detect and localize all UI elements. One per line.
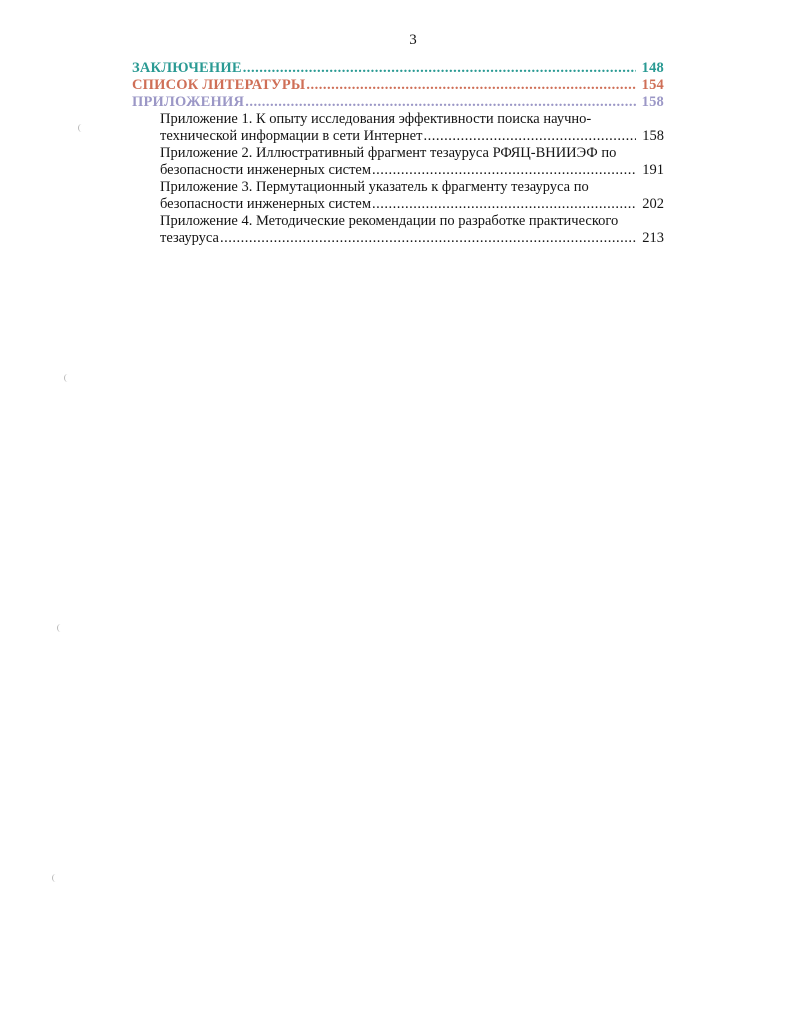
leader-dots (243, 60, 636, 77)
toc-appendix-page: 191 (642, 162, 664, 178)
toc-entry-appendices[interactable] (132, 94, 664, 111)
leader-dots (372, 196, 636, 213)
punch-hole-mark (64, 374, 71, 382)
toc-entry-page: 148 (641, 60, 664, 76)
punch-hole-mark (52, 874, 59, 882)
leader-dots (220, 230, 636, 247)
toc-appendix-1[interactable] (160, 111, 664, 145)
leader-dots (423, 128, 636, 145)
leader-dots (306, 77, 635, 94)
leader-dots (245, 94, 635, 111)
toc-appendix-title-line2: безопасности инженерных систем (160, 162, 372, 178)
table-of-contents (132, 60, 664, 247)
toc-appendix-title-line1: Приложение 3. Пермутационный указатель к фрагменту тезауруса по (160, 179, 589, 195)
toc-appendix-page: 158 (642, 128, 664, 144)
toc-appendix-title-line1: Приложение 4. Методические рекомендации по разработке практического (160, 213, 619, 229)
toc-appendix-title-line1: Приложение 2. Иллюстративный фрагмент тезауруса РФЯЦ-ВНИИЭФ по (160, 145, 617, 161)
toc-appendix-title-line2: тезауруса (160, 230, 219, 246)
toc-appendix-2[interactable] (160, 145, 664, 179)
toc-appendix-4[interactable] (160, 213, 664, 247)
toc-appendix-page: 202 (642, 196, 664, 212)
toc-entry-conclusion[interactable] (132, 60, 664, 77)
toc-appendix-page: 213 (642, 230, 664, 246)
toc-entry-page: 158 (641, 94, 664, 110)
punch-hole-mark (78, 124, 85, 132)
toc-entry-bibliography[interactable] (132, 77, 664, 94)
toc-appendix-3[interactable] (160, 179, 664, 213)
toc-entry-title: ПРИЛОЖЕНИЯ (132, 94, 245, 110)
toc-appendix-title-line2: технической информации в сети Интернет (160, 128, 423, 144)
toc-entry-title: ЗАКЛЮЧЕНИЕ (132, 60, 242, 76)
punch-hole-mark (57, 624, 64, 632)
toc-entry-title: СПИСОК ЛИТЕРАТУРЫ (132, 77, 306, 93)
toc-appendix-title-line2: безопасности инженерных систем (160, 196, 372, 212)
toc-appendix-title-line1: Приложение 1. К опыту исследования эффективности поиска научно- (160, 111, 592, 127)
leader-dots (372, 162, 636, 179)
toc-entry-page: 154 (641, 77, 664, 93)
page-number: 3 (409, 32, 417, 48)
